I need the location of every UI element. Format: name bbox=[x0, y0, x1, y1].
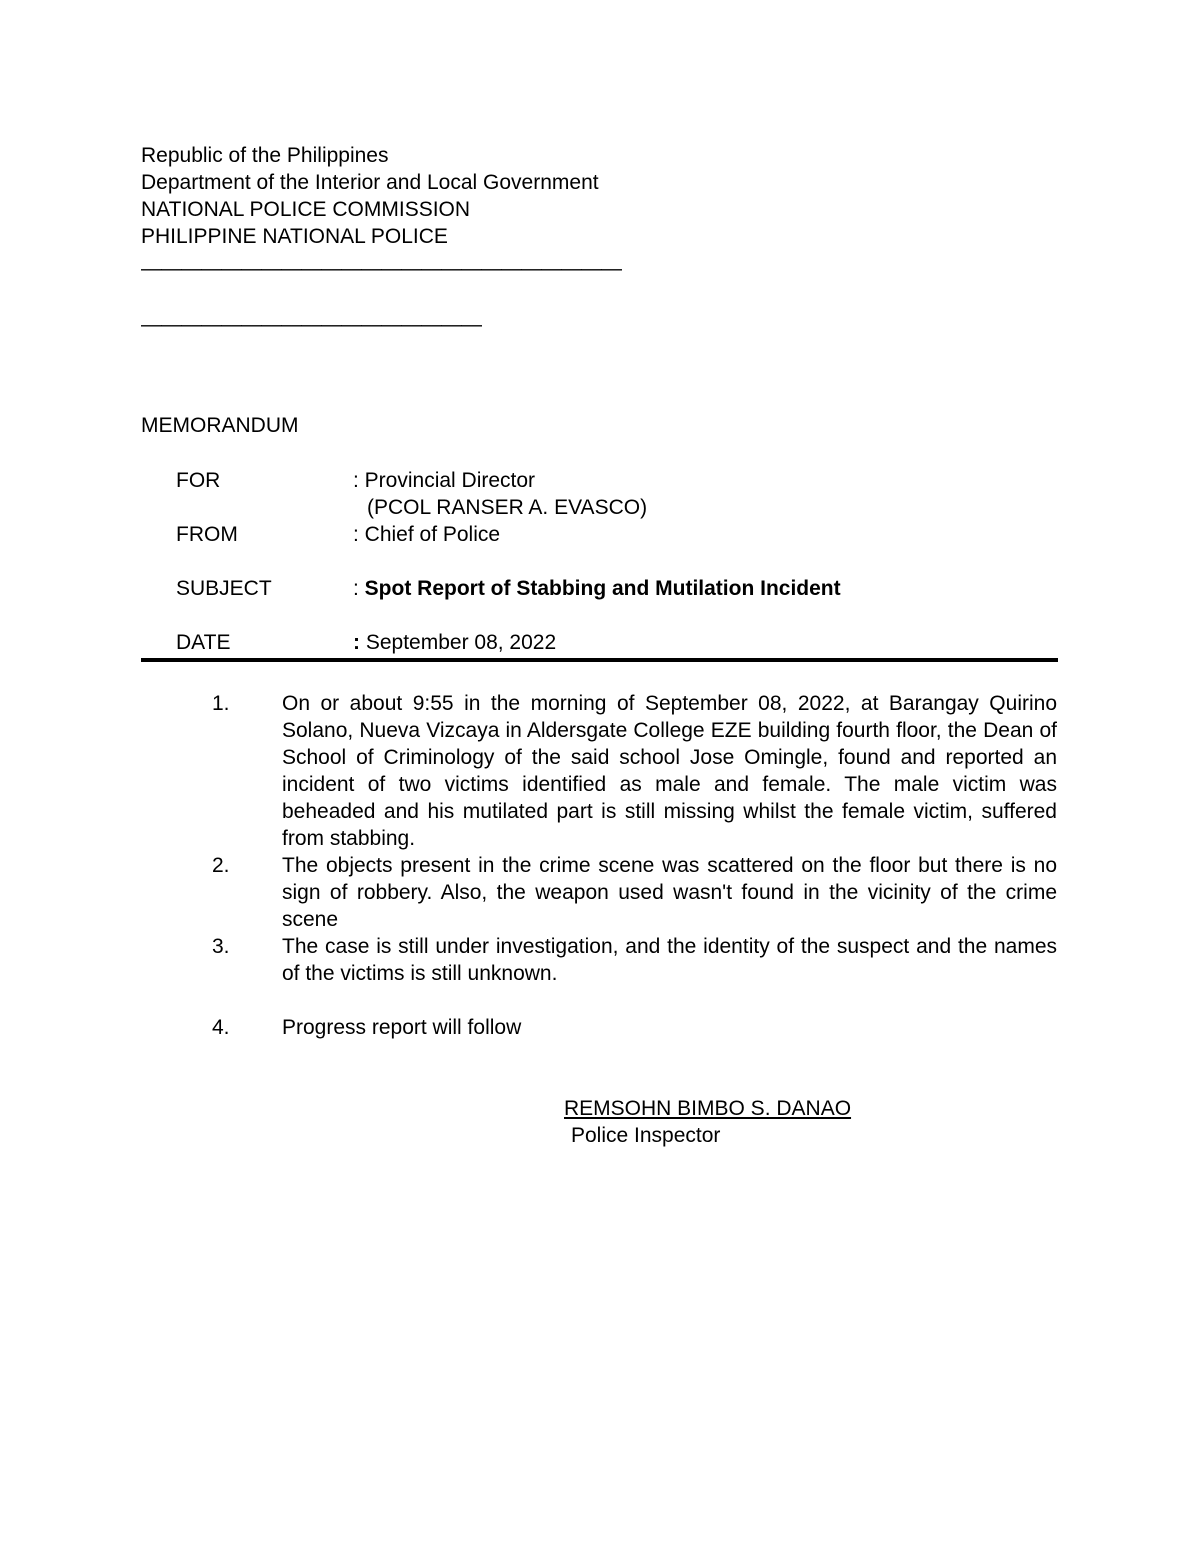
date-colon: : bbox=[353, 631, 360, 654]
header-rule-short: ————————————————— bbox=[141, 313, 481, 336]
for-value: : Provincial Director bbox=[353, 469, 536, 492]
date-line bbox=[353, 629, 556, 656]
header-pnp: PHILIPPINE NATIONAL POLICE bbox=[141, 225, 448, 248]
header-republic: Republic of the Philippines bbox=[141, 144, 389, 167]
item-2-text: The objects present in the crime scene was scattered on the floor but there is no sign of robbery. Also, the weapon used wasn't found in the vicinity of the crime scene bbox=[282, 854, 1057, 931]
date-value: September 08, 2022 bbox=[360, 631, 557, 654]
header-rule-long: ———————————————————————— bbox=[141, 257, 621, 280]
item-3-number: 3. bbox=[212, 935, 230, 958]
subject-colon: : bbox=[353, 577, 365, 600]
subject-value: Spot Report of Stabbing and Mutilation Incident bbox=[364, 577, 841, 600]
memo-title: MEMORANDUM bbox=[141, 414, 299, 437]
subject-line bbox=[353, 575, 841, 602]
item-1-number: 1. bbox=[212, 692, 230, 715]
signatory-name: REMSOHN BIMBO S. DANAO bbox=[564, 1097, 852, 1120]
header-department: Department of the Interior and Local Government bbox=[141, 171, 599, 194]
item-1-text: On or about 9:55 in the morning of September 08, 2022, at Barangay Quirino Solano, Nueva Vizcaya in Aldersgate College EZE building fourth floor, the Dean of School of Criminology of the said school Jose Omingle, found and reported an incident of two victims identified as male and female. The male victim was beheaded and his mutilated part is still missing whilst the female victim, suffered from stabbing. bbox=[282, 692, 1057, 850]
header-napolcom: NATIONAL POLICE COMMISSION bbox=[141, 198, 471, 221]
item-2-number: 2. bbox=[212, 854, 230, 877]
date-label: DATE bbox=[176, 631, 231, 654]
item-4-number: 4. bbox=[212, 1016, 230, 1039]
item-3-text: The case is still under investigation, and the identity of the suspect and the names of the victims is still unknown. bbox=[282, 935, 1057, 985]
for-label: FOR bbox=[176, 469, 221, 492]
subject-label: SUBJECT bbox=[176, 577, 272, 600]
from-value: : Chief of Police bbox=[353, 523, 501, 546]
item-4-text: Progress report will follow bbox=[282, 1016, 522, 1039]
for-value-name: (PCOL RANSER A. EVASCO) bbox=[367, 496, 648, 519]
header-divider bbox=[141, 658, 1058, 662]
signatory-title: Police Inspector bbox=[571, 1124, 721, 1147]
from-label: FROM bbox=[176, 523, 238, 546]
